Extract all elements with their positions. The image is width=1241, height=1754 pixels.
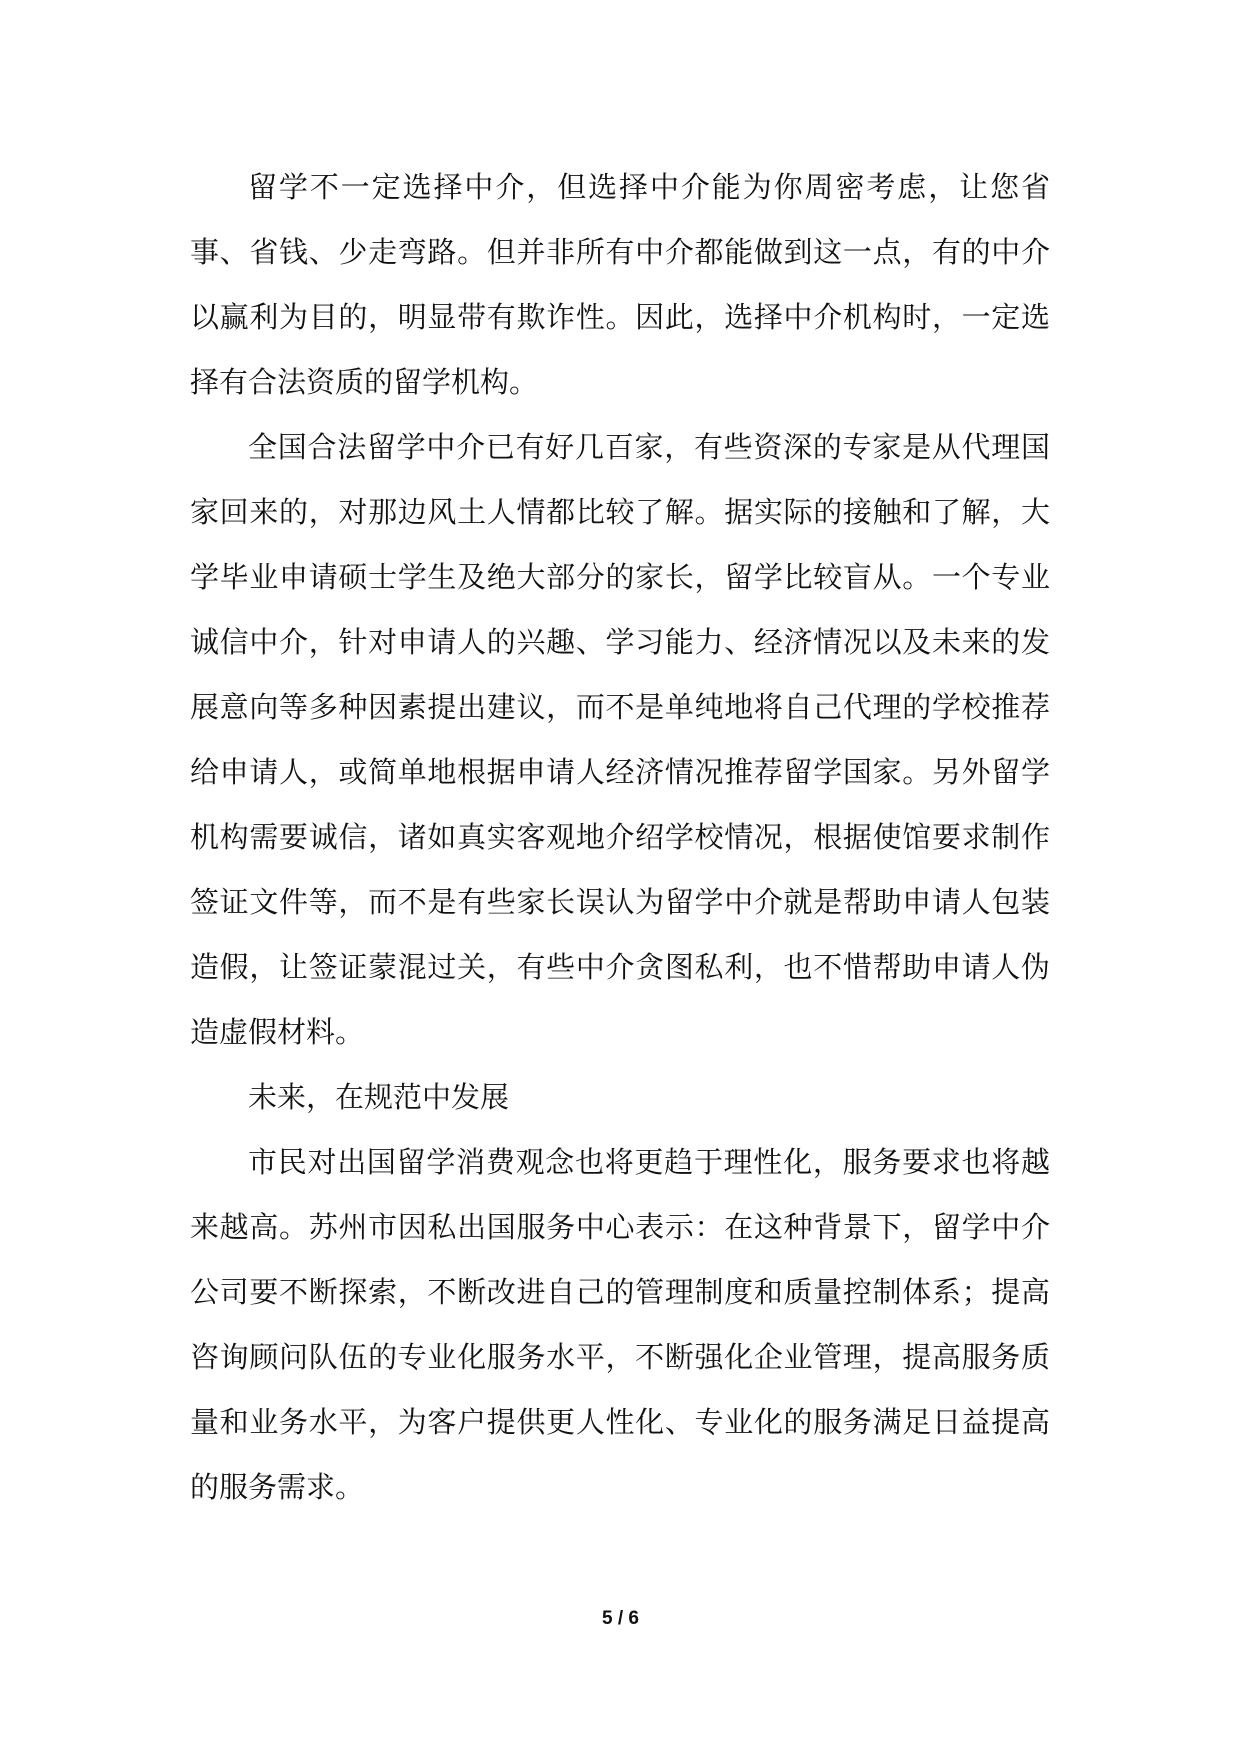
paragraph-agency-choice: 留学不一定选择中介，但选择中介能为你周密考虑，让您省事、省钱、少走弯路。但并非所有中介都能做到这一点，有的中介以赢利为目的，明显带有欺诈性。因此，选择中介机构时，一定选择有合法资质的留学机构。 — [190, 170, 1050, 399]
section-heading-future: 未来，在规范中发展 — [248, 1080, 510, 1114]
paragraph-legal-agencies: 全国合法留学中介已有好几百家，有些资深的专家是从代理国家回来的，对那边风土人情都比较了解。据实际的接触和了解，大学毕业申请硕士学生及绝大部分的家长，留学比较盲从。一个专业诚信中介，针对申请人的兴趣、学习能力、经济情况以及未来的发展意向等多种因素提出建议，而不是单纯地将自己代理的学校推荐给申请人，或简单地根据申请人经济情况推荐留学国家。另外留学机构需要诚信，诸如真实客观地介绍学校情况，根据使馆要求制作签证文件等，而不是有些家长误认为留学中介就是帮助申请人包装造假，让签证蒙混过关，有些中介贪图私利，也不惜帮助申请人伪造虚假材料。 — [190, 430, 1050, 1049]
document-body — [190, 155, 1050, 1520]
paragraph-future-development: 市民对出国留学消费观念也将更趋于理性化，服务要求也将越来越高。苏州市因私出国服务中心表示：在这种背景下，留学中介公司要不断探索，不断改进自己的管理制度和质量控制体系；提高咨询顾问队伍的专业化服务水平，不断强化企业管理，提高服务质量和业务水平，为客户提供更人性化、专业化的服务满足日益提高的服务需求。 — [190, 1145, 1050, 1504]
page-number: 5 / 6 — [602, 1608, 639, 1629]
